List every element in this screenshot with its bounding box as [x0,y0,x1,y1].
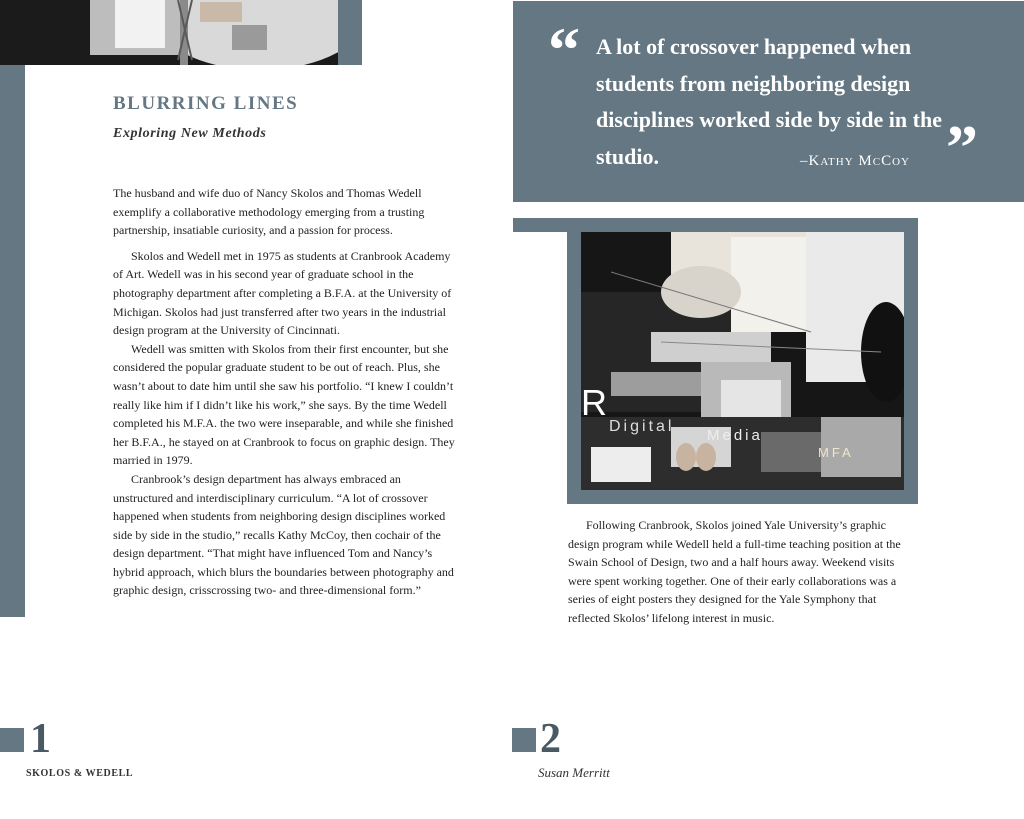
top-photo [0,0,338,65]
body-paragraph: Skolos and Wedell met in 1975 as students at Cranbrook Academy of Art. Wedell was in his second year of graduate school in the photography department after completing a B.F.A. at the University of Michigan. Skolos had just transferred after two years in the industrial design program at the University of Cincinnati. [113,248,452,338]
footer-square-right [512,728,536,752]
running-footer-right: Susan Merritt [538,765,610,780]
running-footer-left: SKOLOS & WEDELL [26,768,134,779]
lead-paragraph: The husband and wife duo of Nancy Skolos and Thomas Wedell exemplify a collaborative methodology emerging from a trusting partnership, insatiable curiosity, and a passion for process. [113,186,425,238]
footer-square-left [0,728,24,752]
left-accent-bar [0,65,25,617]
page-number-left: 1 [30,716,51,762]
article-title: BLURRING LINES [113,93,299,114]
body-paragraph: Cranbrook’s design department has always embraced an unstructured and interdisciplinary curriculum. “A lot of crossover happened when students from neighboring design disciplines worked side by side in the studio,” recalls Kathy McCoy, then cochair of the design department. “That might have influenced Tom and Nancy’s hybrid approach, which blurs the boundaries between photography and graphic design, crisscrossing two- and three-dimensional form.” [113,471,454,598]
collage-label-media: Media [707,427,763,444]
body-paragraph: Following Cranbrook, Skolos joined Yale University’s graphic design program while Wedell held a full-time teaching position at the Swain School of Design, two and a half hours away. Weekend visits were spent working together. One of their early collaborations was a series of eight posters they designed for the Yale Symphony that reflected Skolos’ lifelong interest in music. [568,518,901,625]
pull-quote-attribution: –Kathy McCoy [800,153,910,169]
collage-label-r: R [581,382,607,423]
collage-image [581,232,904,490]
collage-label-mfa: MFA [818,445,854,460]
left-column-text [113,184,459,600]
top-photo-graphic [0,0,338,65]
top-accent-band [338,0,362,65]
pull-quote-text: A lot of crossover happened when students from neighboring design disciplines worked side by side in the studio. [596,34,942,169]
collage-graphic [581,232,904,490]
article-subtitle: Exploring New Methods [113,126,267,141]
right-column-text [568,516,910,628]
body-paragraph: Wedell was smitten with Skolos from their first encounter, but she considered the popular graduate student to be out of reach. Plus, she wasn’t about to date him until she saw his portfolio. “I knew I couldn’t really like him if I didn’t like his work,” she says. By the time Wedell completed his M.F.A. the two were inseparable, and while she finished her B.F.A., he stayed on at Cranbrook to focus on graphic design. They married in 1979. [113,341,455,468]
close-quote-mark: ” [946,112,978,183]
open-quote-mark: “ [548,14,580,85]
collage-label-digital: Digital [609,418,675,435]
page-number-right: 2 [540,716,561,762]
